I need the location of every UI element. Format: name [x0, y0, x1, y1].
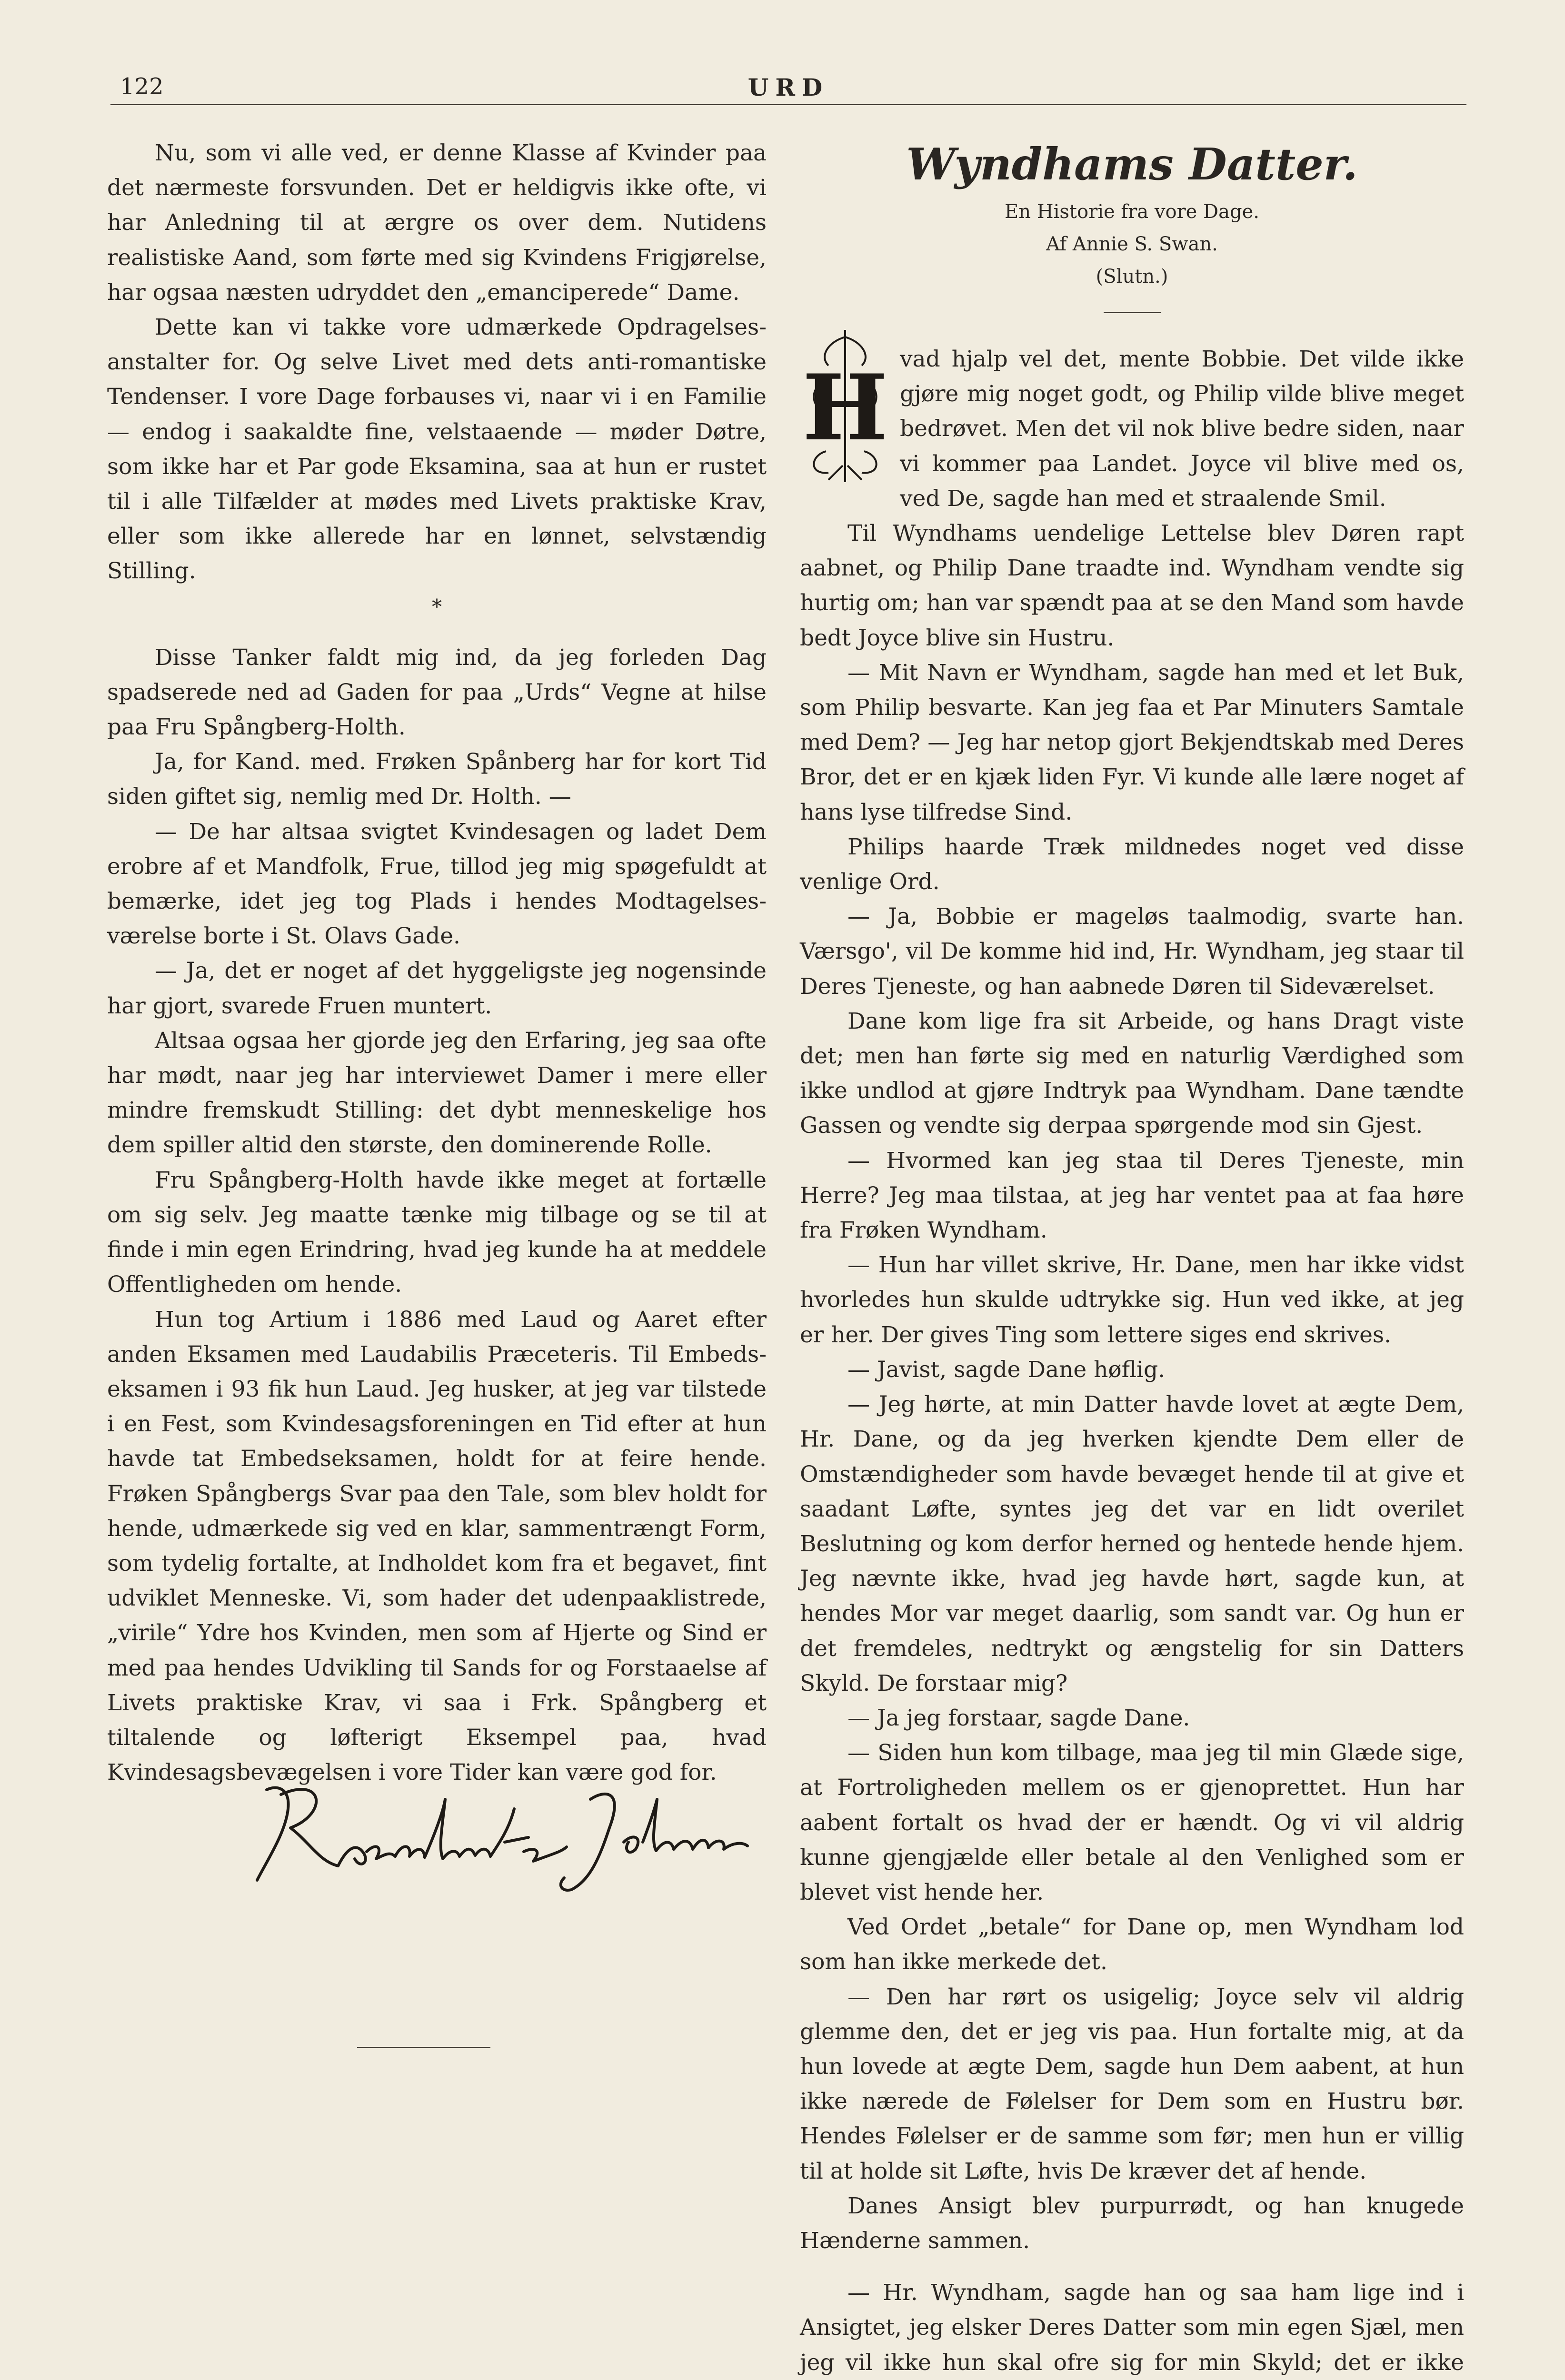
- drop-cap-icon: [800, 327, 890, 485]
- left-column: [107, 136, 767, 1790]
- paragraph: — Hun har villet skrive, Hr. Dane, men har ikke vidst hvorledes hun skulde udtrykke sig. Hun ved ikke, at jeg er her. Der gives Ting som lettere siges end skrives.: [800, 1252, 1464, 1348]
- opening-paragraph: [800, 342, 1464, 516]
- paragraph: Fru Spångberg-Holth havde ikke meget at fortælle om sig selv. Jeg maatte tænke mig tilbage og se til at finde i min egen Erindring, hvad jeg kunde ha at meddele Offentligheden om hende.: [107, 1167, 767, 1298]
- paragraph: Philips haarde Træk mildnedes noget ved disse venlige Ord.: [800, 833, 1464, 895]
- article-part: (Slutn.): [1096, 266, 1168, 288]
- article-author: Af Annie S. Swan.: [1046, 233, 1218, 255]
- paragraph: — Hr. Wyndham, sagde han og saa ham lige ind i Ansigtet, jeg elsker Deres Datter som min egen Sjæl, men jeg vil ikke hun skal ofre sig for min Skyld; det er ikke: [800, 2280, 1464, 2376]
- page-number: 122: [120, 73, 164, 100]
- paragraph: — Mit Navn er Wyndham, sagde han med et let Buk, som Philip besvarte. Kan jeg faa et Par Minuters Samtale med Dem? — Jeg har netop gjort Bekjendtskab med Deres Bror, det er en kjæk liden Fyr. Vi kunde alle lære noget af hans lyse tilfredse Sind.: [800, 659, 1464, 825]
- paragraph: — Ja jeg forstaar, sagde Dane.: [847, 1705, 1190, 1731]
- paragraph: vad hjalp vel det, mente Bobbie. Det vilde ikke gjøre mig noget godt, og Philip vilde blive meget bedrøvet. Men det vil nok blive bedre siden, naar vi kommer paa Landet. Joyce vil blive med os, ved De, sagde han med et straalende Smil.: [900, 346, 1464, 512]
- right-column: [800, 136, 1464, 2380]
- bottom-rule: [357, 2047, 490, 2048]
- article-title: Wyndhams Datter.: [906, 139, 1358, 190]
- article-subtitle: En Historie fra vore Dage.: [1005, 201, 1259, 223]
- paragraph: — Ja, Bobbie er mageløs taalmodig, svarte han. Værsgo', vil De komme hid ind, Hr. Wyndham, jeg staar til Deres Tjeneste, og han aabnede Døren til Sideværelset.: [800, 903, 1464, 1000]
- page-header: [110, 71, 1466, 105]
- paragraph: Ja, for Kand. med. Frøken Spånberg har for kort Tid siden giftet sig, nemlig med Dr. Holth. —: [107, 749, 767, 810]
- header-rule: [110, 104, 1466, 105]
- paragraph: Dane kom lige fra sit Arbeide, og hans Dragt viste det; men han førte sig med en naturlig Værdighed som ikke undlod at gjøre Indtryk paa Wyndham. Dane tændte Gassen og vendte sig derpaa spørgende mod sin Gjest.: [800, 1008, 1464, 1139]
- paragraph: — Hvormed kan jeg staa til Deres Tjeneste, min Herre? Jeg maa tilstaa, at jeg har ventet paa at faa høre fra Frøken Wyndham.: [800, 1147, 1464, 1244]
- paragraph: — Ja, det er noget af det hyggeligste jeg nogensinde har gjort, svarede Fruen muntert.: [107, 958, 767, 1019]
- paragraph: — Javist, sagde Dane høflig.: [847, 1356, 1166, 1383]
- paragraph: Dette kan vi takke vore udmærkede Opdragelses-anstalter for. Og selve Livet med dets anti-romantiske Tendenser. I vore Dage forbauses vi, naar vi i en Familie — endog i saakaldte fine, velstaaende — møder Døtre, som ikke har et Par gode Eksamina, saa at hun er rustet til i alle Tilfælder at mødes med Livets praktiske Krav, eller som ikke allerede har en lønnet, selvstændig Stilling.: [107, 314, 767, 585]
- paragraph: — Den har rørt os usigelig; Joyce selv vil aldrig glemme den, det er jeg vis paa. Hun fortalte mig, at da hun lovede at ægte Dem, sagde hun Dem aabent, at hun ikke nærede de Følelser for Dem som en Hustru bør. Hendes Følelser er de samme som før; men hun er villig til at holde sit Løfte, hvis De kræver det af hende.: [800, 1983, 1464, 2184]
- title-rule: [1104, 312, 1161, 313]
- paragraph: Nu, som vi alle ved, er denne Klasse af Kvinder paa det nærmeste forsvunden. Det er heldigvis ikke ofte, vi har Anledning til at ærgre os over dem. Nutidens realistiske Aand, som førte med sig Kvindens Frigjørelse, har ogsaa næsten udryddet den „emanciperede“ Dame.: [107, 140, 767, 306]
- paragraph: Disse Tanker faldt mig ind, da jeg forleden Dag spadserede ned ad Gaden for paa „Urds“ Vegne at hilse paa Fru Spångberg-Holth.: [107, 644, 767, 741]
- running-title: URD: [748, 73, 829, 101]
- paragraph: — De har altsaa svigtet Kvindesagen og ladet Dem erobre af et Mandfolk, Frue, tillod jeg mig spøgefuldt at bemærke, idet jeg tog Plads i hendes Modtagelses-værelse borte i St. Olavs Gade.: [107, 818, 767, 950]
- paragraph: Danes Ansigt blev purpurrødt, og han knugede Hænderne sammen.: [800, 2192, 1464, 2254]
- drop-cap-letter: H: [802, 355, 888, 461]
- paragraph: Altsaa ogsaa her gjorde jeg den Erfaring, jeg saa ofte har mødt, naar jeg har interviewet Damer i mere eller mindre fremskudt Stilling: det dybt menneskelige hos dem spiller altid den største, den dominerende Rolle.: [107, 1027, 767, 1159]
- section-asterism: *: [432, 595, 442, 618]
- paragraph: — Siden hun kom tilbage, maa jeg til min Glæde sige, at Fortroligheden mellem os er gjenoprettet. Hun har aabent fortalt os hvad der er hændt. Og vi vil aldrig kunne gjengjælde eller betale al den Venlighed som er blevet vist hende her.: [800, 1740, 1464, 1905]
- paragraph: Ved Ordet „betale“ for Dane op, men Wyndham lod som han ikke merkede det.: [800, 1914, 1464, 1975]
- handwritten-signature: [248, 1771, 752, 1894]
- paragraph: Hun tog Artium i 1886 med Laud og Aaret efter anden Eksamen med Laudabilis Præceteris. Til Embeds-eksamen i 93 fik hun Laud. Jeg husker, at jeg var tilstede i en Fest, som Kvindesagsforeningen en Tid efter at hun havde tat Embedseksamen, holdt for at feire hende. Frøken Spångbergs Svar paa den Tale, som blev holdt for hende, udmærkede sig ved en klar, sammentrængt Form, som tydelig fortalte, at Indholdet kom fra et begavet, fint udviklet Menneske. Vi, som hader det udenpaaklistrede, „virile“ Ydre hos Kvinden, men som af Hjerte og Sind er med paa hendes Udvikling til Sands for og Forstaaelse af Livets praktiske Krav, vi saa i Frk. Spångberg et tiltalende og løfterigt Eksempel paa, hvad Kvindesagsbevægelsen i vore Tider kan være god for.: [107, 1306, 767, 1786]
- paragraph: — Jeg hørte, at min Datter havde lovet at ægte Dem, Hr. Dane, og da jeg hverken kjendte Dem eller de Omstændigheder som havde bevæget hende til at give et saadant Løfte, syntes jeg det var en lidt overilet Beslutning og kom derfor herned og hentede hende hjem. Jeg nævnte ikke, hvad jeg havde hørt, sagde kun, at hendes Mor var meget daarlig, som sandt var. Og hun er det fremdeles, nedtrykt og ængstelig for sin Datters Skyld. De forstaar mig?: [800, 1391, 1464, 1696]
- paragraph: Til Wyndhams uendelige Lettelse blev Døren rapt aabnet, og Philip Dane traadte ind. Wyndham vendte sig hurtig om; han var spændt paa at se den Mand som havde bedt Joyce blive sin Hustru.: [800, 520, 1464, 651]
